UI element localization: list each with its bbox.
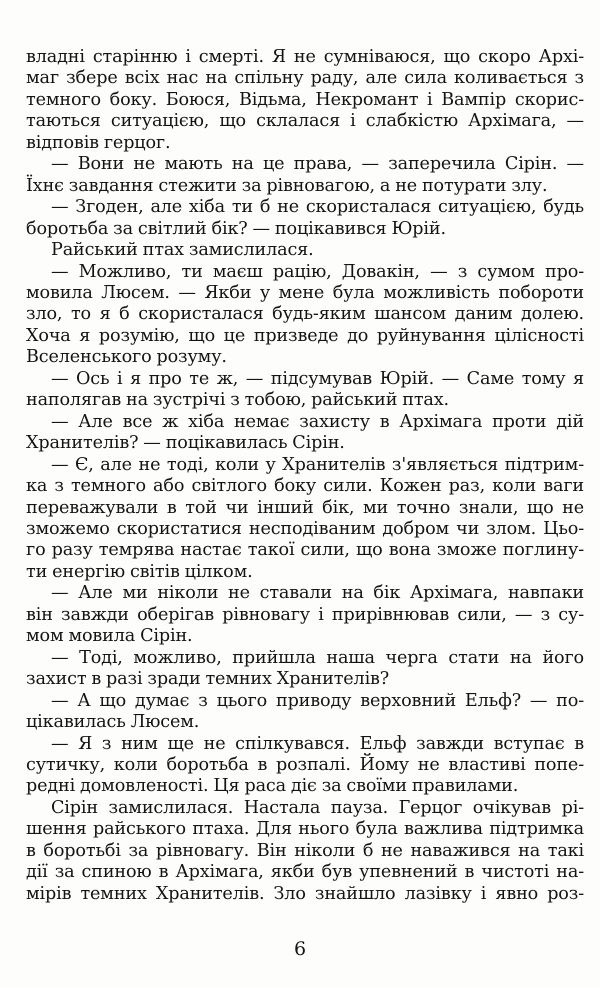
- text-line: переважували в той чи інший бік, ми точно знали, що не: [26, 497, 584, 518]
- text-line: він завжди оберігав рівновагу і прирівнював сили, — з су-: [26, 604, 584, 625]
- text-line: редні домовленості. Ця раса діє за своїми правилами.: [26, 776, 519, 797]
- text-line: ка з темного або світлого боку сили. Кожен раз, коли ваги: [26, 476, 584, 497]
- text-line: — Вони не мають на це права, — заперечила Сірін. —: [51, 154, 584, 175]
- text-line: го разу темрява настає такої сили, що вона зможе поглину-: [26, 540, 584, 561]
- text-line: наполягав на зустрічі з тобою, райський птах.: [26, 390, 449, 411]
- text-line: мірів темних Хранителів. Зло знайшло лазівку і явно роз-: [26, 883, 584, 904]
- text-line: маг збере всіх нас на спільну раду, але сила коливається з: [26, 68, 584, 89]
- page-number: 6: [293, 938, 307, 960]
- text-line: темного боку. Боюся, Відьма, Некромант і Вампір скорис-: [26, 89, 584, 110]
- text-line: Хоча я розумію, що це призведе до руйнування цілісності: [26, 325, 584, 346]
- text-line: — Можливо, ти маєш рацію, Довакін, — з сумом про-: [51, 261, 584, 282]
- text-line: дії за спиною в Архімага, якби був упевнений в чистоті на-: [26, 862, 584, 883]
- text-line: таються ситуацією, що склалася і слабкістю Архімага, —: [26, 111, 584, 132]
- text-line: Райський птах замислилася.: [51, 240, 314, 261]
- text-line: мовила Люсем. — Якби у мене була можливість побороти: [26, 282, 584, 303]
- page-body: [26, 47, 584, 905]
- text-line: Хранителів? — поцікавилась Сірін.: [26, 433, 345, 454]
- text-line: — Але все ж хіба немає захисту в Архімага проти дій: [51, 411, 584, 432]
- text-line: — Ось і я про те ж, — підсумував Юрій. — Саме тому я: [51, 368, 584, 389]
- text-line: — Згоден, але хіба ти б не скористалася ситуацією, будь: [51, 197, 584, 218]
- text-line: Вселенського розуму.: [26, 347, 227, 368]
- text-line: — Є, але не тоді, коли у Хранителів з'являється підтрим-: [51, 454, 584, 475]
- text-line: сутичку, коли боротьба в розпалі. Йому не властиві попе-: [26, 754, 584, 775]
- text-line: владні старінню і смерті. Я не сумніваюся, що скоро Архі-: [26, 47, 584, 67]
- text-line: боротьба за світлий бік? — поцікавився Юрій.: [26, 218, 446, 239]
- text-line: захист в разі зради темних Хранителів?: [26, 669, 390, 690]
- text-line: Їхнє завдання стежити за рівновагою, а не потурати злу.: [26, 175, 548, 196]
- text-line: — Тоді, можливо, прийшла наша черга стати на його: [51, 647, 584, 668]
- text-line: цікавилась Люсем.: [26, 712, 200, 733]
- text-line: зло, то я б скористалася будь-яким шансом даним долею.: [26, 304, 584, 325]
- text-line: мом мовила Сірін.: [26, 626, 193, 647]
- text-line: — Я з ним ще не спілкувався. Ельф завжди вступає в: [51, 733, 584, 754]
- text-line: шення райського птаха. Для нього була важлива підтримка: [26, 819, 584, 840]
- text-line: — А що думає з цього приводу верховний Ельф? — по-: [51, 690, 584, 711]
- text-line: ти енергію світів цілком.: [26, 561, 253, 582]
- text-line: — Але ми ніколи не ставали на бік Архімага, навпаки: [51, 583, 584, 604]
- text-line: Сірін замислилася. Настала пауза. Герцог очікував рі-: [51, 797, 584, 818]
- text-line: відповів герцог.: [26, 132, 171, 153]
- text-line: в боротьбі за рівновагу. Він ніколи б не наважився на такі: [26, 840, 584, 861]
- text-line: зможемо скористатися несподіваним добром чи злом. Цьо-: [26, 518, 584, 539]
